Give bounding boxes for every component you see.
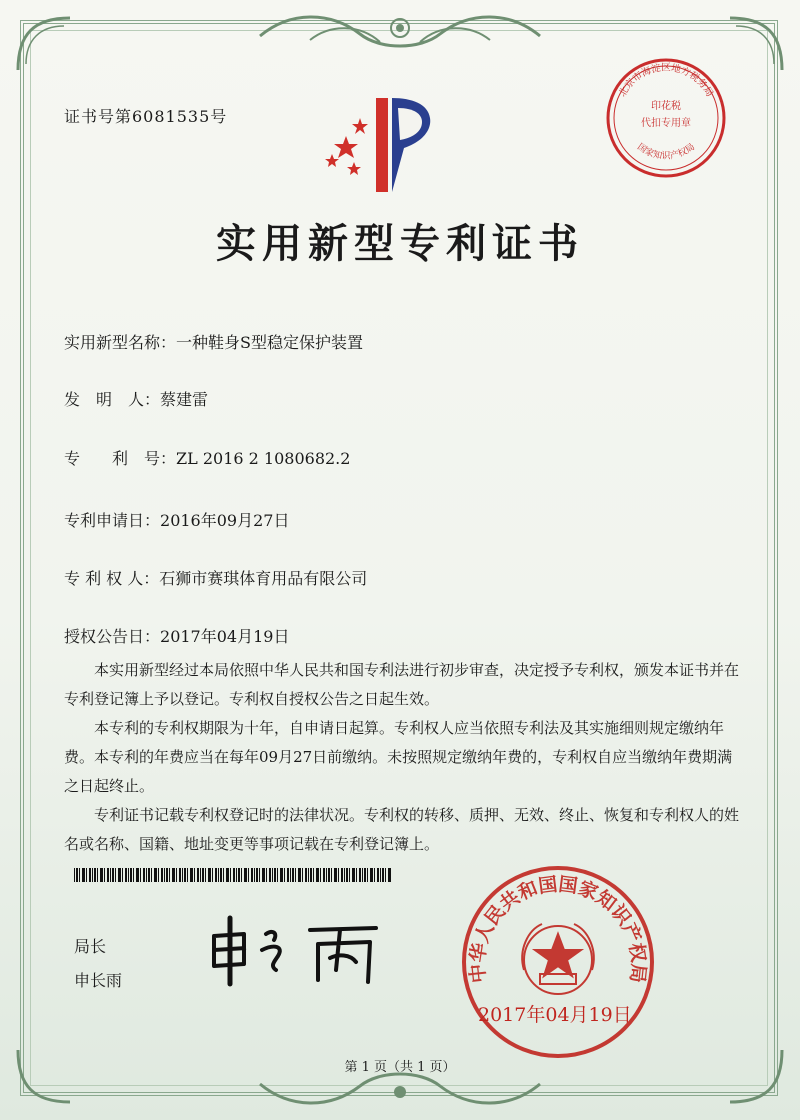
barcode-bar	[388, 868, 391, 882]
barcode-bar	[82, 868, 85, 882]
barcode-bar	[292, 868, 294, 882]
barcode-bar	[176, 868, 177, 882]
barcode-bar	[115, 868, 116, 882]
barcode-bar	[349, 868, 350, 882]
barcode-bar	[377, 868, 379, 882]
barcode-bar	[290, 868, 291, 882]
barcode-bar	[370, 868, 373, 882]
state-ipo-seal	[458, 862, 658, 1062]
barcode-bar	[164, 868, 165, 882]
patent-office-emblem-icon	[318, 88, 448, 198]
field-value: 蔡建雷	[160, 390, 209, 409]
barcode-bar	[205, 868, 206, 882]
field-label: 授权公告日：	[64, 627, 161, 646]
barcode-bar	[169, 868, 170, 882]
field-utility-model-name	[64, 330, 363, 353]
barcode-bar	[236, 868, 237, 882]
barcode-bar	[220, 868, 222, 882]
field-value: 2016年09月27日	[160, 511, 290, 530]
barcode-bar	[110, 868, 111, 882]
barcode-bar	[352, 868, 355, 882]
barcode-bar	[94, 868, 96, 882]
barcode-bar	[79, 868, 80, 882]
barcode-bar	[74, 868, 75, 882]
barcode-bar	[328, 868, 330, 882]
tax-seal-bottom-text: 国家知识产权局	[635, 142, 697, 162]
barcode-bar	[226, 868, 229, 882]
barcode-bar	[302, 868, 303, 882]
barcode-bar	[334, 868, 337, 882]
barcode-bar	[382, 868, 384, 882]
barcode-bar	[230, 868, 231, 882]
barcode-bar	[323, 868, 325, 882]
barcode-bar	[136, 868, 139, 882]
tax-seal-center-line2: 代扣专用章	[641, 118, 691, 129]
barcode-bar	[356, 868, 357, 882]
corner-ornament-tl	[14, 14, 74, 74]
barcode-bar	[86, 868, 87, 882]
field-value: 石狮市赛琪体育用品有限公司	[159, 569, 368, 588]
body-paragraph-1: 本实用新型经过本局依照中华人民共和国专利法进行初步审查，决定授予专利权，颁发本证书并在专利登记簿上予以登记。专利权自授权公告之日起生效。	[64, 661, 740, 708]
body-paragraph-2: 本专利的专利权期限为十年，自申请日起算。专利权人应当依照专利法及其实施细则规定缴纳年费。本专利的年费应当在每年09月27日前缴纳。未按照规定缴纳年费的，专利权自应当缴纳年费期满之日起终止。	[64, 719, 733, 795]
director-name: 申长雨	[74, 971, 123, 990]
field-label: 实用新型名称：	[64, 333, 177, 352]
svg-text:北京市海淀区地方税务局	[616, 62, 715, 99]
barcode-bar	[154, 868, 157, 882]
barcode-bar	[308, 868, 309, 882]
barcode-bar	[151, 868, 152, 882]
director-signature	[200, 900, 390, 990]
barcode-bar	[187, 868, 188, 882]
barcode-bar	[158, 868, 159, 882]
barcode-bar	[277, 868, 278, 882]
barcode-bar	[104, 868, 105, 882]
field-value: 2017年04月19日	[160, 627, 290, 646]
tax-seal-ring-text: 北京市海淀区地方税务局	[617, 62, 715, 99]
field-inventor	[64, 387, 208, 410]
barcode	[74, 868, 394, 882]
corner-ornament-tr	[726, 14, 786, 74]
barcode-bar	[107, 868, 109, 882]
barcode-bar	[262, 868, 265, 882]
barcode-bar	[331, 868, 332, 882]
barcode-bar	[89, 868, 91, 882]
barcode-bar	[338, 868, 339, 882]
field-label: 专 利 权 人：	[64, 569, 160, 588]
barcode-bar	[146, 868, 147, 882]
field-label: 专利申请日：	[64, 511, 161, 530]
barcode-bar	[316, 868, 319, 882]
barcode-bar	[212, 868, 213, 882]
barcode-bar	[362, 868, 363, 882]
barcode-bar	[251, 868, 253, 882]
barcode-bar	[140, 868, 141, 882]
field-patent-number	[64, 446, 350, 469]
barcode-bar	[223, 868, 224, 882]
document-title: 实用新型专利证书	[216, 220, 584, 267]
barcode-bar	[284, 868, 285, 882]
barcode-bar	[200, 868, 201, 882]
barcode-bar	[244, 868, 247, 882]
barcode-bar	[341, 868, 343, 882]
field-filing-date	[64, 508, 289, 531]
barcode-bar	[100, 868, 103, 882]
seal-ring-text: 中华人民共和国国家知识产权局	[466, 873, 650, 984]
seal-date: 2017年04月19日	[478, 1004, 632, 1026]
barcode-bar	[266, 868, 267, 882]
barcode-bar	[364, 868, 366, 882]
barcode-bar	[190, 868, 193, 882]
corner-ornament-br	[726, 1046, 786, 1106]
barcode-bar	[202, 868, 204, 882]
field-value: ZL 2016 2 1080682.2	[176, 449, 351, 468]
barcode-bar	[125, 868, 127, 882]
barcode-bar	[118, 868, 121, 882]
barcode-bar	[233, 868, 235, 882]
barcode-bar	[280, 868, 283, 882]
barcode-bar	[305, 868, 307, 882]
barcode-bar	[259, 868, 260, 882]
barcode-bar	[287, 868, 289, 882]
barcode-bar	[172, 868, 175, 882]
barcode-bar	[194, 868, 195, 882]
barcode-bar	[385, 868, 386, 882]
barcode-bar	[76, 868, 78, 882]
barcode-bar	[248, 868, 249, 882]
barcode-bar	[112, 868, 114, 882]
barcode-bar	[218, 868, 219, 882]
barcode-bar	[320, 868, 321, 882]
certificate-body	[64, 656, 740, 859]
page-footer: 第 1 页（共 1 页）	[344, 1060, 456, 1075]
barcode-bar	[367, 868, 368, 882]
barcode-bar	[326, 868, 327, 882]
barcode-bar	[215, 868, 217, 882]
barcode-bar	[313, 868, 314, 882]
barcode-bar	[161, 868, 163, 882]
barcode-bar	[122, 868, 123, 882]
barcode-bar	[148, 868, 150, 882]
director-title: 局长	[74, 937, 107, 956]
barcode-bar	[182, 868, 183, 882]
barcode-bar	[344, 868, 345, 882]
barcode-bar	[133, 868, 134, 882]
barcode-bar	[97, 868, 98, 882]
barcode-bar	[256, 868, 258, 882]
field-patentee	[64, 566, 367, 589]
body-paragraph-3: 专利证书记载专利权登记时的法律状况。专利权的转移、质押、无效、终止、恢复和专利权人的姓名或名称、国籍、地址变更等事项记载在专利登记簿上。	[64, 806, 740, 853]
barcode-bar	[359, 868, 361, 882]
barcode-bar	[274, 868, 276, 882]
barcode-bar	[130, 868, 132, 882]
tax-seal-center-line1: 印花税	[651, 101, 681, 112]
barcode-bar	[208, 868, 211, 882]
barcode-bar	[184, 868, 186, 882]
corner-ornament-bl	[14, 1046, 74, 1106]
barcode-bar	[380, 868, 381, 882]
barcode-bar	[179, 868, 181, 882]
field-grant-date	[64, 624, 289, 647]
barcode-bar	[374, 868, 375, 882]
barcode-bar	[197, 868, 199, 882]
certificate-number: 证书号第6081535号	[64, 107, 228, 126]
barcode-bar	[272, 868, 273, 882]
barcode-bar	[295, 868, 296, 882]
barcode-bar	[254, 868, 255, 882]
barcode-bar	[310, 868, 312, 882]
barcode-bar	[346, 868, 348, 882]
barcode-bar	[92, 868, 93, 882]
svg-text:中华人民共和国国家知识产权局	[466, 873, 651, 984]
barcode-bar	[238, 868, 240, 882]
field-value: 一种鞋身S型稳定保护装置	[176, 333, 363, 352]
field-label: 发 明 人：	[64, 390, 161, 409]
field-label: 专 利 号：	[64, 449, 177, 468]
barcode-bar	[241, 868, 242, 882]
barcode-bar	[298, 868, 301, 882]
barcode-bar	[269, 868, 271, 882]
top-ornament	[250, 6, 550, 58]
svg-text:国家知识产权局	[635, 141, 697, 161]
barcode-bar	[166, 868, 168, 882]
barcode-bar	[143, 868, 145, 882]
barcode-bar	[128, 868, 129, 882]
